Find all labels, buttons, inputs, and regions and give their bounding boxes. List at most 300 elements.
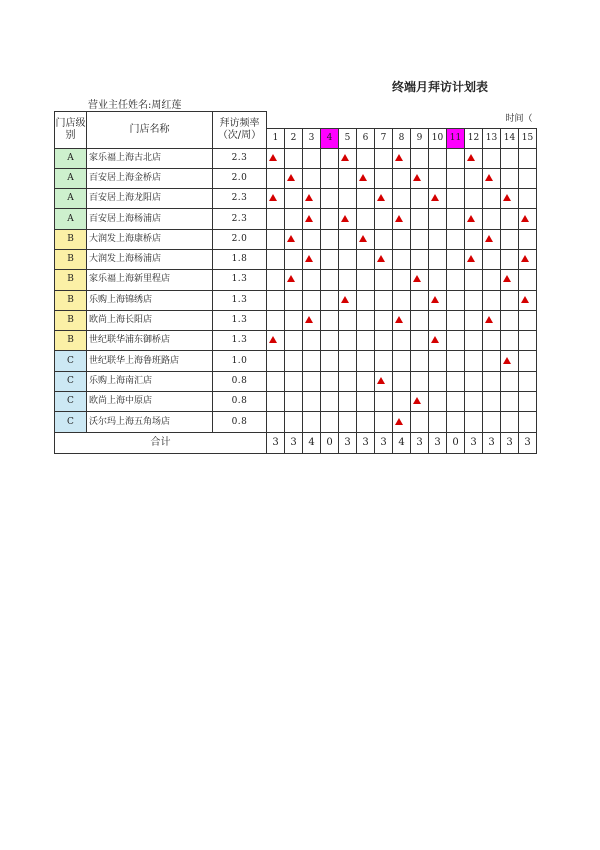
day-cell (447, 290, 465, 310)
day-cell (411, 392, 429, 412)
day-cell (429, 290, 447, 310)
day-cell (375, 371, 393, 391)
visit-frequency: 2.3 (213, 189, 267, 209)
day-cell (303, 209, 321, 229)
store-name: 百安居上海金桥店 (87, 168, 213, 188)
visit-marker-icon (431, 336, 439, 343)
day-cell (519, 331, 537, 351)
day-cell (519, 351, 537, 371)
day-cell (267, 148, 285, 168)
day-cell (411, 412, 429, 432)
visit-marker-icon (503, 357, 511, 364)
day-cell (303, 351, 321, 371)
day-cell (357, 270, 375, 290)
day-total: 4 (303, 432, 321, 453)
day-cell (321, 189, 339, 209)
day-cell (285, 392, 303, 412)
day-cell (393, 310, 411, 330)
day-cell (483, 290, 501, 310)
day-cell (465, 229, 483, 249)
day-header-6: 6 (357, 128, 375, 148)
table-row (55, 229, 537, 249)
day-cell (393, 229, 411, 249)
day-cell (285, 310, 303, 330)
day-cell (501, 412, 519, 432)
day-header-2: 2 (285, 128, 303, 148)
day-cell (429, 310, 447, 330)
day-cell (339, 168, 357, 188)
table-row (55, 249, 537, 269)
day-cell (429, 209, 447, 229)
header-grade: 门店级别 (55, 112, 87, 149)
day-cell (501, 229, 519, 249)
day-cell (465, 209, 483, 229)
day-cell (429, 412, 447, 432)
table-row (55, 148, 537, 168)
day-cell (303, 229, 321, 249)
day-cell (465, 392, 483, 412)
day-cell (501, 371, 519, 391)
day-cell (501, 270, 519, 290)
table-row (55, 189, 537, 209)
day-cell (375, 290, 393, 310)
visit-marker-icon (269, 154, 277, 161)
day-cell (483, 351, 501, 371)
header-time: 时间（ (267, 112, 537, 129)
visit-plan-table (54, 111, 537, 454)
day-cell (285, 351, 303, 371)
store-name: 家乐福上海古北店 (87, 148, 213, 168)
day-cell (501, 290, 519, 310)
day-cell (285, 249, 303, 269)
visit-marker-icon (467, 255, 475, 262)
store-grade: B (55, 331, 87, 351)
day-cell (357, 290, 375, 310)
visit-marker-icon (521, 255, 529, 262)
day-cell (375, 270, 393, 290)
header-frequency-line2: （次/周） (217, 129, 262, 141)
day-cell (411, 290, 429, 310)
day-cell (285, 209, 303, 229)
day-total: 3 (501, 432, 519, 453)
store-name: 世纪联华上海鲁班路店 (87, 351, 213, 371)
visit-marker-icon (413, 275, 421, 282)
day-cell (303, 189, 321, 209)
store-name: 欧尚上海中原店 (87, 392, 213, 412)
visit-marker-icon (287, 235, 295, 242)
day-cell (303, 331, 321, 351)
day-cell (465, 168, 483, 188)
store-grade: A (55, 209, 87, 229)
day-cell (321, 371, 339, 391)
day-cell (519, 148, 537, 168)
day-cell (375, 209, 393, 229)
day-cell (303, 249, 321, 269)
day-cell (447, 148, 465, 168)
day-cell (357, 229, 375, 249)
day-cell (285, 331, 303, 351)
day-header-13: 13 (483, 128, 501, 148)
day-cell (339, 371, 357, 391)
visit-marker-icon (485, 174, 493, 181)
day-header-11: 11 (447, 128, 465, 148)
day-cell (447, 392, 465, 412)
day-total: 4 (393, 432, 411, 453)
day-cell (303, 290, 321, 310)
day-cell (519, 209, 537, 229)
day-cell (321, 168, 339, 188)
day-cell (411, 310, 429, 330)
day-total: 3 (411, 432, 429, 453)
day-cell (411, 270, 429, 290)
visit-marker-icon (521, 296, 529, 303)
visit-frequency: 1.0 (213, 351, 267, 371)
day-cell (267, 310, 285, 330)
visit-frequency: 1.3 (213, 270, 267, 290)
visit-marker-icon (359, 174, 367, 181)
visit-marker-icon (305, 255, 313, 262)
visit-marker-icon (413, 174, 421, 181)
table-row (55, 351, 537, 371)
day-cell (501, 392, 519, 412)
day-cell (411, 371, 429, 391)
store-grade: B (55, 270, 87, 290)
header-frequency (213, 112, 267, 149)
day-cell (357, 392, 375, 412)
visit-marker-icon (521, 215, 529, 222)
day-cell (447, 331, 465, 351)
day-header-10: 10 (429, 128, 447, 148)
day-cell (357, 371, 375, 391)
day-cell (411, 209, 429, 229)
day-cell (519, 392, 537, 412)
day-cell (411, 189, 429, 209)
day-cell (339, 270, 357, 290)
totals-row (55, 432, 537, 453)
day-cell (303, 168, 321, 188)
day-cell (267, 331, 285, 351)
day-cell (321, 412, 339, 432)
day-cell (321, 310, 339, 330)
table-row (55, 310, 537, 330)
day-cell (321, 229, 339, 249)
table-row (55, 290, 537, 310)
visit-marker-icon (467, 154, 475, 161)
day-cell (447, 209, 465, 229)
visit-marker-icon (341, 215, 349, 222)
day-header-4: 4 (321, 128, 339, 148)
store-name: 乐购上海南汇店 (87, 371, 213, 391)
visit-frequency: 2.0 (213, 229, 267, 249)
day-cell (321, 270, 339, 290)
day-cell (483, 270, 501, 290)
day-cell (303, 270, 321, 290)
day-cell (285, 189, 303, 209)
day-cell (411, 351, 429, 371)
visit-marker-icon (305, 316, 313, 323)
store-grade: A (55, 168, 87, 188)
store-grade: A (55, 148, 87, 168)
day-cell (519, 371, 537, 391)
day-cell (501, 249, 519, 269)
table-row (55, 209, 537, 229)
store-name: 家乐福上海新里程店 (87, 270, 213, 290)
day-cell (357, 168, 375, 188)
sheet-title: 终端月拜访计划表 (391, 80, 488, 94)
day-header-7: 7 (375, 128, 393, 148)
day-cell (393, 249, 411, 269)
visit-marker-icon (431, 194, 439, 201)
day-total: 3 (519, 432, 537, 453)
visit-marker-icon (305, 215, 313, 222)
store-grade: C (55, 371, 87, 391)
day-cell (429, 351, 447, 371)
day-cell (501, 331, 519, 351)
day-cell (465, 290, 483, 310)
day-cell (465, 148, 483, 168)
day-cell (321, 331, 339, 351)
day-cell (357, 351, 375, 371)
day-header-1: 1 (267, 128, 285, 148)
day-cell (375, 331, 393, 351)
visit-frequency: 1.3 (213, 331, 267, 351)
visit-marker-icon (269, 336, 277, 343)
day-header-15: 15 (519, 128, 537, 148)
day-cell (267, 209, 285, 229)
day-cell (465, 310, 483, 330)
day-cell (465, 189, 483, 209)
visit-marker-icon (503, 194, 511, 201)
day-cell (375, 412, 393, 432)
day-cell (267, 351, 285, 371)
day-cell (375, 189, 393, 209)
day-cell (285, 290, 303, 310)
day-cell (375, 310, 393, 330)
header-frequency-line1: 拜访频率 (219, 117, 260, 129)
day-cell (321, 392, 339, 412)
visit-marker-icon (395, 215, 403, 222)
day-cell (483, 392, 501, 412)
table-row (55, 371, 537, 391)
visit-frequency: 2.3 (213, 148, 267, 168)
day-cell (285, 412, 303, 432)
table-row (55, 331, 537, 351)
day-cell (321, 249, 339, 269)
day-cell (393, 351, 411, 371)
day-header-8: 8 (393, 128, 411, 148)
day-total: 3 (357, 432, 375, 453)
day-total: 3 (483, 432, 501, 453)
day-cell (357, 189, 375, 209)
day-cell (411, 229, 429, 249)
visit-marker-icon (503, 275, 511, 282)
visit-marker-icon (485, 235, 493, 242)
table-row (55, 392, 537, 412)
day-cell (501, 351, 519, 371)
day-cell (339, 331, 357, 351)
day-total: 3 (465, 432, 483, 453)
store-name: 百安居上海龙阳店 (87, 189, 213, 209)
day-cell (267, 229, 285, 249)
day-cell (285, 229, 303, 249)
day-cell (303, 310, 321, 330)
day-cell (285, 270, 303, 290)
visit-frequency: 2.3 (213, 209, 267, 229)
day-cell (519, 412, 537, 432)
day-total: 3 (339, 432, 357, 453)
visit-marker-icon (359, 235, 367, 242)
visit-marker-icon (395, 316, 403, 323)
day-cell (357, 310, 375, 330)
day-cell (411, 148, 429, 168)
day-cell (267, 412, 285, 432)
day-cell (375, 249, 393, 269)
day-cell (429, 189, 447, 209)
visit-frequency: 1.8 (213, 249, 267, 269)
day-cell (483, 310, 501, 330)
store-grade: B (55, 290, 87, 310)
day-cell (465, 331, 483, 351)
day-cell (447, 249, 465, 269)
day-cell (519, 168, 537, 188)
day-cell (429, 168, 447, 188)
day-cell (267, 290, 285, 310)
day-cell (339, 290, 357, 310)
day-cell (447, 412, 465, 432)
day-cell (267, 189, 285, 209)
day-cell (375, 148, 393, 168)
day-cell (411, 249, 429, 269)
day-cell (339, 392, 357, 412)
day-total: 3 (429, 432, 447, 453)
visit-marker-icon (269, 194, 277, 201)
day-cell (519, 189, 537, 209)
day-cell (267, 371, 285, 391)
day-cell (447, 371, 465, 391)
day-cell (447, 168, 465, 188)
day-cell (357, 249, 375, 269)
day-header-5: 5 (339, 128, 357, 148)
day-cell (339, 310, 357, 330)
day-cell (375, 229, 393, 249)
day-total: 3 (285, 432, 303, 453)
day-total: 0 (447, 432, 465, 453)
day-cell (303, 148, 321, 168)
store-name: 大润发上海杨浦店 (87, 249, 213, 269)
day-cell (393, 412, 411, 432)
visit-marker-icon (395, 154, 403, 161)
day-cell (501, 168, 519, 188)
day-cell (501, 310, 519, 330)
header-store: 门店名称 (87, 112, 213, 149)
visit-marker-icon (377, 255, 385, 262)
day-header-3: 3 (303, 128, 321, 148)
day-cell (465, 270, 483, 290)
day-cell (339, 189, 357, 209)
day-cell (339, 351, 357, 371)
day-cell (411, 168, 429, 188)
table-row (55, 270, 537, 290)
table-row (55, 168, 537, 188)
day-cell (519, 290, 537, 310)
day-cell (339, 148, 357, 168)
day-cell (447, 229, 465, 249)
store-grade: B (55, 310, 87, 330)
day-cell (285, 148, 303, 168)
store-grade: C (55, 351, 87, 371)
day-cell (483, 371, 501, 391)
visit-marker-icon (377, 377, 385, 384)
day-cell (357, 209, 375, 229)
day-header-9: 9 (411, 128, 429, 148)
day-cell (321, 148, 339, 168)
store-name: 乐购上海锦绣店 (87, 290, 213, 310)
day-cell (321, 351, 339, 371)
day-cell (357, 412, 375, 432)
day-cell (483, 229, 501, 249)
day-cell (339, 229, 357, 249)
day-cell (267, 392, 285, 412)
day-cell (429, 270, 447, 290)
day-cell (429, 392, 447, 412)
day-cell (447, 310, 465, 330)
visit-marker-icon (287, 174, 295, 181)
day-cell (411, 331, 429, 351)
visit-frequency: 2.0 (213, 168, 267, 188)
day-cell (465, 249, 483, 269)
day-cell (375, 168, 393, 188)
day-cell (483, 249, 501, 269)
store-name: 世纪联华浦东御桥店 (87, 331, 213, 351)
manager-name: 营业主任姓名:周红莲 (88, 100, 182, 111)
day-cell (429, 249, 447, 269)
day-cell (501, 148, 519, 168)
day-cell (501, 189, 519, 209)
store-grade: A (55, 189, 87, 209)
day-cell (393, 148, 411, 168)
day-cell (483, 209, 501, 229)
day-cell (429, 148, 447, 168)
day-cell (303, 392, 321, 412)
visit-marker-icon (305, 194, 313, 201)
day-cell (303, 412, 321, 432)
day-cell (357, 331, 375, 351)
day-cell (393, 209, 411, 229)
store-grade: C (55, 412, 87, 432)
day-cell (393, 270, 411, 290)
day-cell (519, 229, 537, 249)
day-cell (429, 229, 447, 249)
store-name: 百安居上海杨浦店 (87, 209, 213, 229)
day-cell (321, 290, 339, 310)
table-row (55, 412, 537, 432)
day-cell (339, 249, 357, 269)
day-cell (357, 148, 375, 168)
day-total: 0 (321, 432, 339, 453)
visit-marker-icon (431, 296, 439, 303)
day-cell (393, 371, 411, 391)
day-cell (375, 392, 393, 412)
day-header-12: 12 (465, 128, 483, 148)
day-cell (393, 331, 411, 351)
visit-marker-icon (485, 316, 493, 323)
visit-frequency: 1.3 (213, 310, 267, 330)
visit-marker-icon (287, 275, 295, 282)
store-name: 大润发上海康桥店 (87, 229, 213, 249)
day-total: 3 (375, 432, 393, 453)
day-cell (483, 331, 501, 351)
visit-marker-icon (377, 194, 385, 201)
